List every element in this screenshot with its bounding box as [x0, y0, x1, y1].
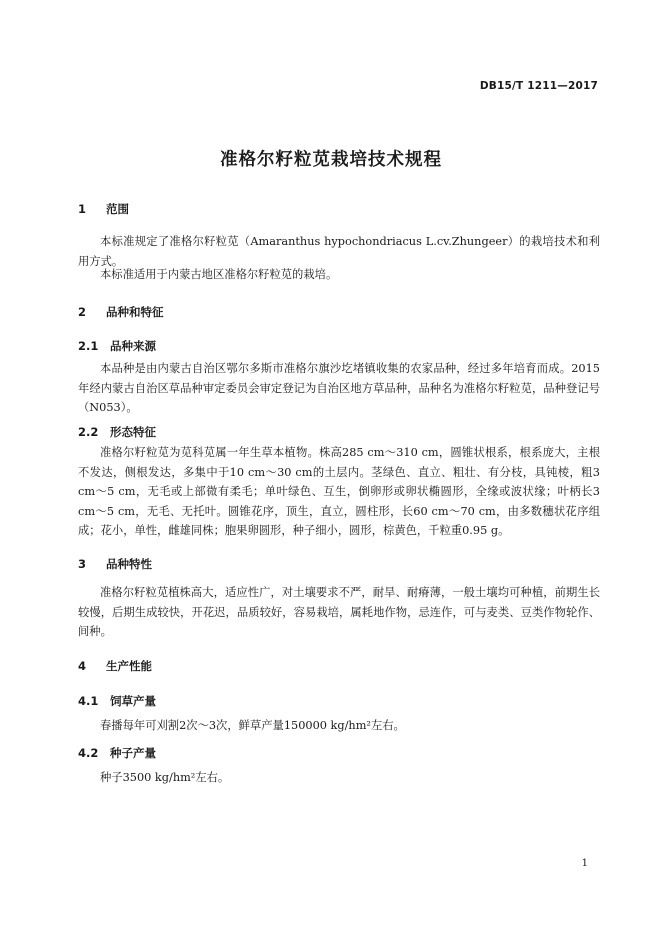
section-title: 形态特征	[110, 425, 156, 439]
section-1-paragraph-1: 本标准规定了准格尔籽粒苋（Amaranthus hypochondriacus L.cv.Zhungeer）的栽培技术和利用方式。	[78, 235, 600, 268]
section-number: 2.2	[78, 425, 99, 439]
section-2-heading	[78, 304, 164, 320]
section-number: 2.1	[78, 339, 99, 353]
section-4-heading	[78, 658, 152, 674]
section-4-2-heading	[78, 745, 156, 761]
section-4-1-paragraph: 春播每年可刈割2次～3次，鲜草产量150000 kg/hm²左右。	[100, 719, 405, 732]
section-1-paragraph-2: 本标准适用于内蒙古地区准格尔籽粒苋的栽培。	[100, 268, 338, 281]
section-2-2-paragraph: 准格尔籽粒苋为苋科苋属一年生草本植物。株高285 cm～310 cm，圆锥状根系，根系庞大，主根不发达，侧根发达，多集中于10 cm～30 cm的土层内。茎绿色、直立、粗壮、有分枝，具钝棱，粗3 cm～5 cm，无毛或上部微有柔毛；单叶绿色、互生，倒卵形或卵状椭圆形，全缘或波状缘；叶柄长3 cm～5 cm，无毛、无托叶。圆锥花序，顶生，直立，圆柱形，长60 cm～70 cm，由多数穗状花序组成；花小，单性，雌雄同株；胞果卵圆形，种子细小，圆形，棕黄色，千粒重0.95 g。	[78, 446, 600, 537]
section-number: 3	[78, 557, 87, 571]
section-number: 4.1	[78, 694, 99, 708]
section-title: 品种来源	[110, 339, 156, 353]
section-title: 饲草产量	[110, 694, 156, 708]
document-code: DB15/T 1211—2017	[479, 80, 598, 92]
section-2-1-heading	[78, 338, 156, 354]
section-3-paragraph: 准格尔籽粒苋植株高大，适应性广，对土壤要求不严，耐旱、耐瘠薄，一般土壤均可种植，前期生长较慢，后期生成较快，开花迟，品质较好，容易栽培，属耗地作物，忌连作，可与麦类、豆类作物轮作、间种。	[78, 586, 600, 638]
section-2-2-heading	[78, 424, 156, 440]
section-4-2-paragraph: 种子3500 kg/hm²左右。	[100, 771, 230, 784]
section-number: 1	[78, 202, 87, 216]
page-number: 1	[581, 858, 588, 869]
section-4-1-heading	[78, 693, 156, 709]
section-number: 2	[78, 305, 87, 319]
section-3-heading	[78, 556, 152, 572]
section-number: 4.2	[78, 746, 99, 760]
section-number: 4	[78, 659, 87, 673]
page-title: 准格尔籽粒苋栽培技术规程	[220, 150, 442, 170]
section-title: 种子产量	[110, 746, 156, 760]
section-title: 范围	[106, 202, 129, 216]
section-1-heading	[78, 201, 129, 217]
section-title: 生产性能	[106, 659, 152, 673]
section-title: 品种特性	[106, 557, 152, 571]
section-title: 品种和特征	[106, 305, 164, 319]
section-2-1-paragraph: 本品种是由内蒙古自治区鄂尔多斯市准格尔旗沙圪堵镇收集的农家品种，经过多年培育而成。2015年经内蒙古自治区草品种审定委员会审定登记为自治区地方草品种，品种名为准格尔籽粒苋，品种登记号（N053）。	[78, 362, 600, 414]
